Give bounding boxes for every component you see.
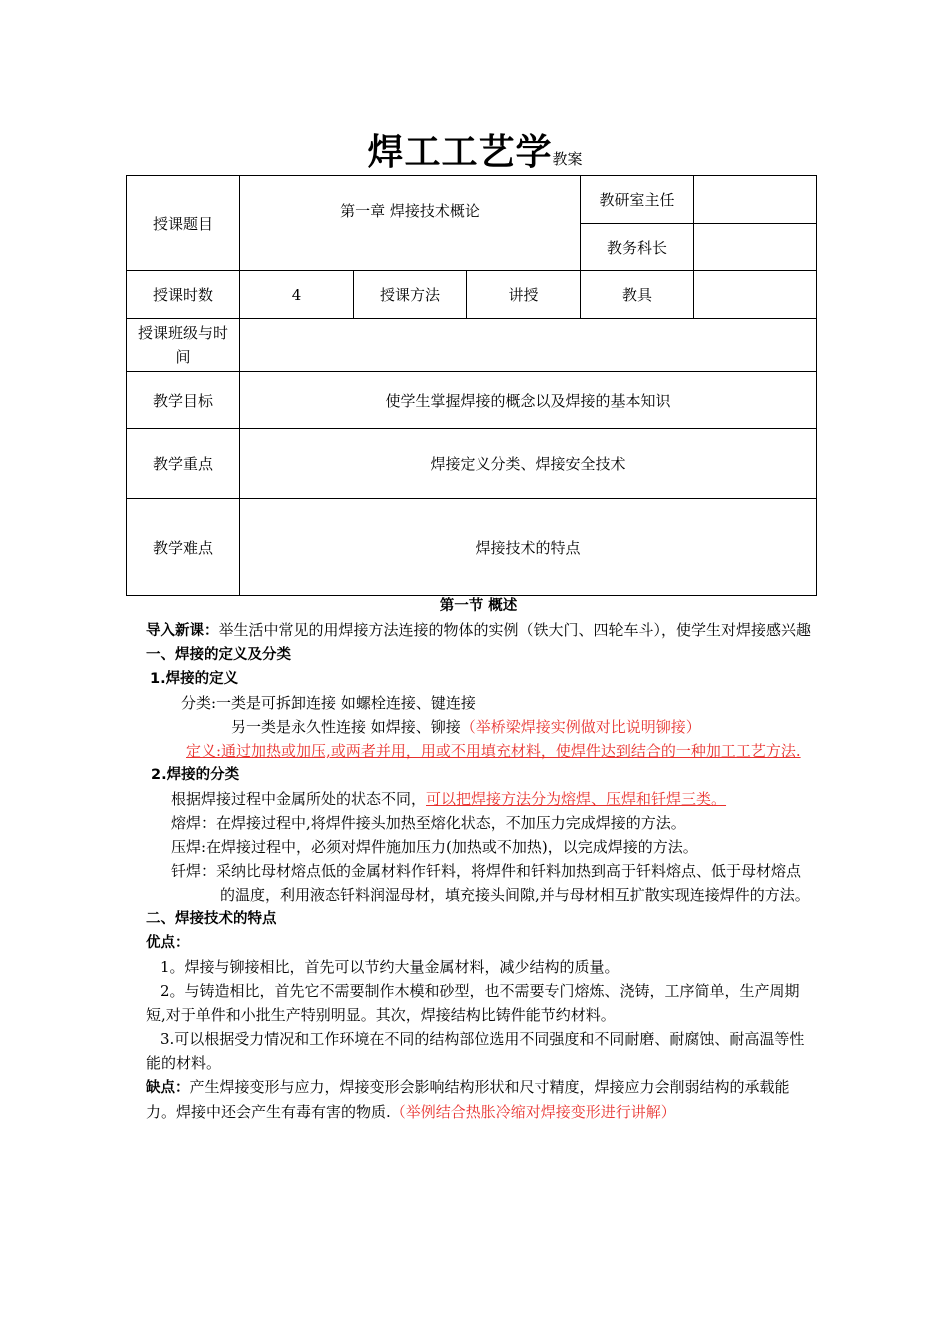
heading-features: 二、焊接技术的特点 [146,911,277,927]
page-title [0,124,950,175]
definition-text: 定义:通过加热或加压,或两者并用，用或不用填充材料，使焊件达到结合的一种加工工艺方法. [186,742,801,760]
advantage-3: 3.可以根据受力情况和工作环境在不同的结构部位选用不同强度和不同耐磨、耐腐蚀、耐高温等性能的材料。 [146,1030,805,1072]
classification-line-2-text: 另一类是永久性连接 如焊接、铆接 [231,718,461,736]
topic-value: 第一章 焊接技术概论 [240,176,581,271]
goal-value: 使学生掌握焊接的概念以及焊接的基本知识 [240,372,817,429]
heading-classification: 2.焊接的分类 [151,767,240,783]
focus-value: 焊接定义分类、焊接安全技术 [240,429,817,499]
classification-line-2 [146,715,811,739]
disadvantages-note: （举例结合热胀冷缩对焊接变形进行讲解） [390,1103,676,1121]
fusion-welding: 熔焊：在焊接过程中,将焊件接头加热至熔化状态，不加压力完成焊接的方法。 [171,814,686,832]
brazing: 钎焊：采纳比母材熔点低的金属材料作钎料，将焊件和钎料加热到高于钎料熔点、低于母材熔点的温度，利用液态钎料润湿母材，填充接头间隙,并与母材相互扩散实现连接焊件的方法。 [171,862,810,904]
advantages-label: 优点： [146,935,190,951]
intro-label: 导入新课： [146,623,219,639]
focus-label: 教学重点 [127,429,240,499]
advantage-1: 1。焊接与铆接相比，首先可以节约大量金属材料，减少结构的质量。 [160,958,620,976]
heading-definition-classification: 一、焊接的定义及分类 [146,647,291,663]
hours-value: 4 [240,271,354,319]
goal-label: 教学目标 [127,372,240,429]
section-title: 第一节 概述 [439,598,518,614]
method-value: 讲授 [467,271,581,319]
topic-label: 授课题目 [127,176,240,271]
difficulty-value: 焊接技术的特点 [240,499,817,596]
hours-label: 授课时数 [127,271,240,319]
class-value[interactable] [240,319,817,372]
classification-line-1: 分类:一类是可拆卸连接 如螺栓连接、键连接 [181,694,476,712]
classification-note: （举桥梁焊接实例做对比说明铆接） [460,718,701,736]
method-label: 授课方法 [354,271,467,319]
heading-definition: 1.焊接的定义 [150,671,239,687]
intro-paragraph [146,618,811,643]
disadvantages-label: 缺点： [146,1080,190,1096]
lesson-content [146,594,811,1124]
advantage-2: 2。与铸造相比，首先它不需要制作木模和砂型，也不需要专门熔炼、浇铸，工序简单，生产周期短,对于单件和小批生产特别明显。其次，焊接结构比铸件能节约材料。 [146,982,800,1024]
title-main: 焊工工艺学 [367,132,553,173]
tools-label: 教具 [581,271,694,319]
tools-value[interactable] [694,271,817,319]
lesson-plan-table [126,175,817,596]
pressure-welding: 压焊:在焊接过程中，必须对焊件施加压力(加热或不加热)，以完成焊接的方法。 [171,838,698,856]
difficulty-label: 教学难点 [127,499,240,596]
classification-intro-red: 可以把焊接方法分为熔焊、压焊和钎焊三类。 [426,790,727,808]
director-label: 教研室主任 [581,176,694,224]
title-sub: 教案 [552,150,583,168]
director-value[interactable] [694,176,817,224]
classification-intro-text: 根据焊接过程中金属所处的状态不同， [171,790,427,808]
disadvantages-paragraph [146,1075,811,1124]
dean-value[interactable] [694,224,817,271]
disadvantages-text: 产生焊接变形与应力，焊接变形会影响结构形状和尺寸精度，焊接应力会削弱结构的承载能力。焊接中还会产生有毒有害的物质. [146,1078,790,1121]
classification-intro [146,787,811,811]
class-label: 授课班级与时间 [127,319,240,372]
dean-label: 教务科长 [581,224,694,271]
intro-text: 举生活中常见的用焊接方法连接的物体的实例（铁大门、四轮车斗），使学生对焊接感兴趣 [218,621,812,639]
